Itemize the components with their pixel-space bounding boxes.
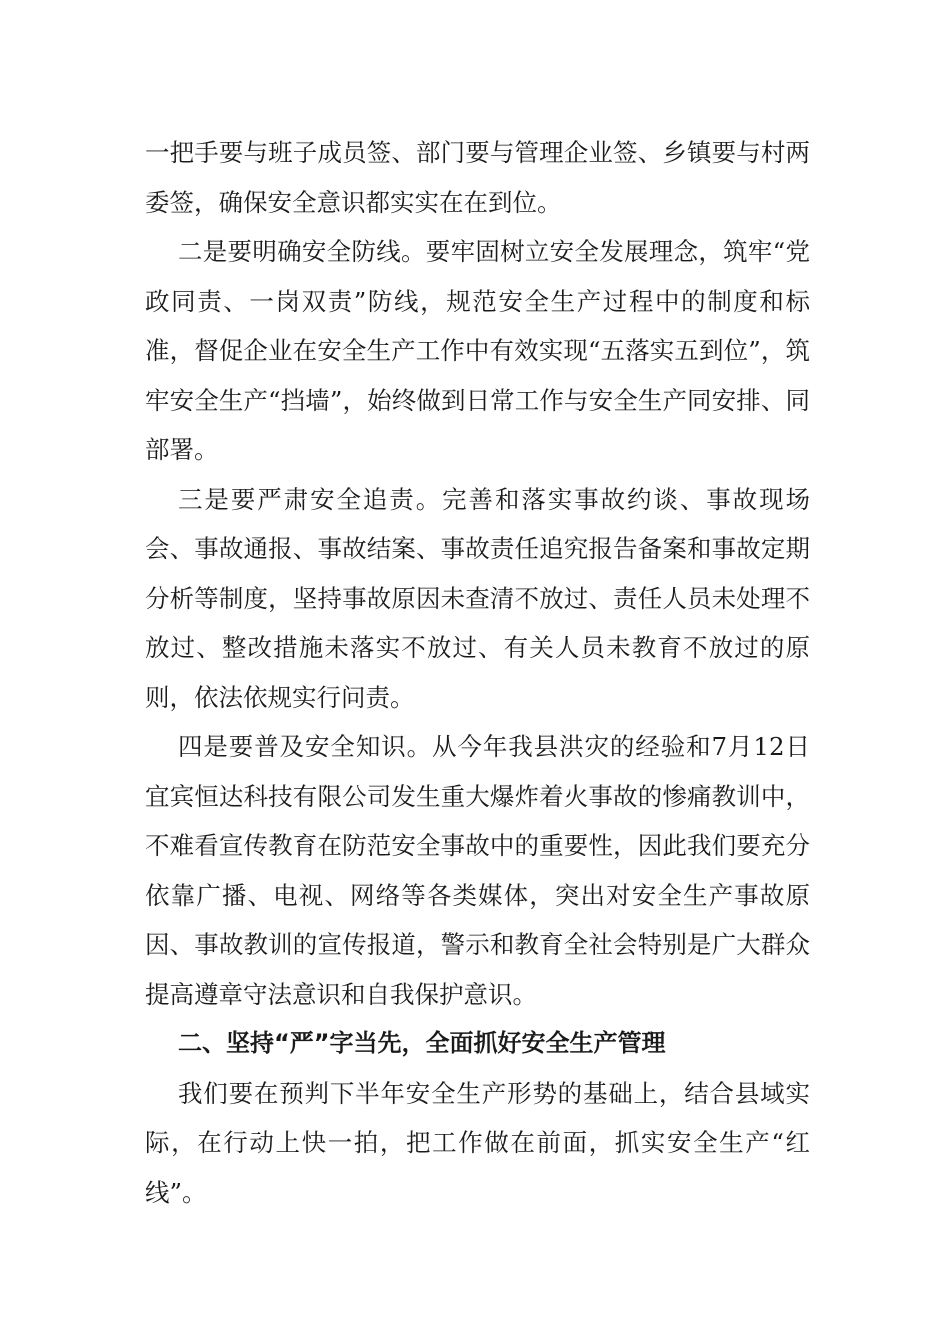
section-heading: 二、坚持“严”字当先，全面抓好安全生产管理 — [178, 1029, 666, 1057]
paragraph-accountability: 三是要严肃安全追责。完善和落实事故约谈、事故现场会、事故通报、事故结案、事故责任追究报告备案和事故定期分析等制度，坚持事故原因未查清不放过、责任人员未处理不放过、整改措施未落实不放过、有关人员未教育不放过的原则，依法依规实行问责。 — [145, 484, 810, 712]
paragraph-section-intro: 我们要在预判下半年安全生产形势的基础上，结合县域实际，在行动上快一拍，把工作做在前面，抓实安全生产“红线”。 — [145, 1078, 810, 1207]
document-body — [145, 128, 810, 1217]
paragraph-safety-defense-line: 二是要明确安全防线。要牢固树立安全发展理念，筑牢“党政同责、一岗双责”防线，规范安全生产过程中的制度和标准，督促企业在安全生产工作中有效实现“五落实五到位”，筑牢安全生产“挡墙”，始终做到日常工作与安全生产同安排、同部署。 — [145, 237, 810, 464]
paragraph-safety-knowledge: 四是要普及安全知识。从今年我县洪灾的经验和7月12日宜宾恒达科技有限公司发生重大爆炸着火事故的惨痛教训中，不难看宣传教育在防范安全事故中的重要性，因此我们要充分依靠广播、电视、网络等各类媒体，突出对安全生产事故原因、事故教训的宣传报道，警示和教育全社会特别是广大群众提高遵章守法意识和自我保护意识。 — [145, 732, 810, 1009]
paragraph-continuation: 一把手要与班子成员签、部门要与管理企业签、乡镇要与村两委签，确保安全意识都实实在在到位。 — [145, 138, 810, 217]
